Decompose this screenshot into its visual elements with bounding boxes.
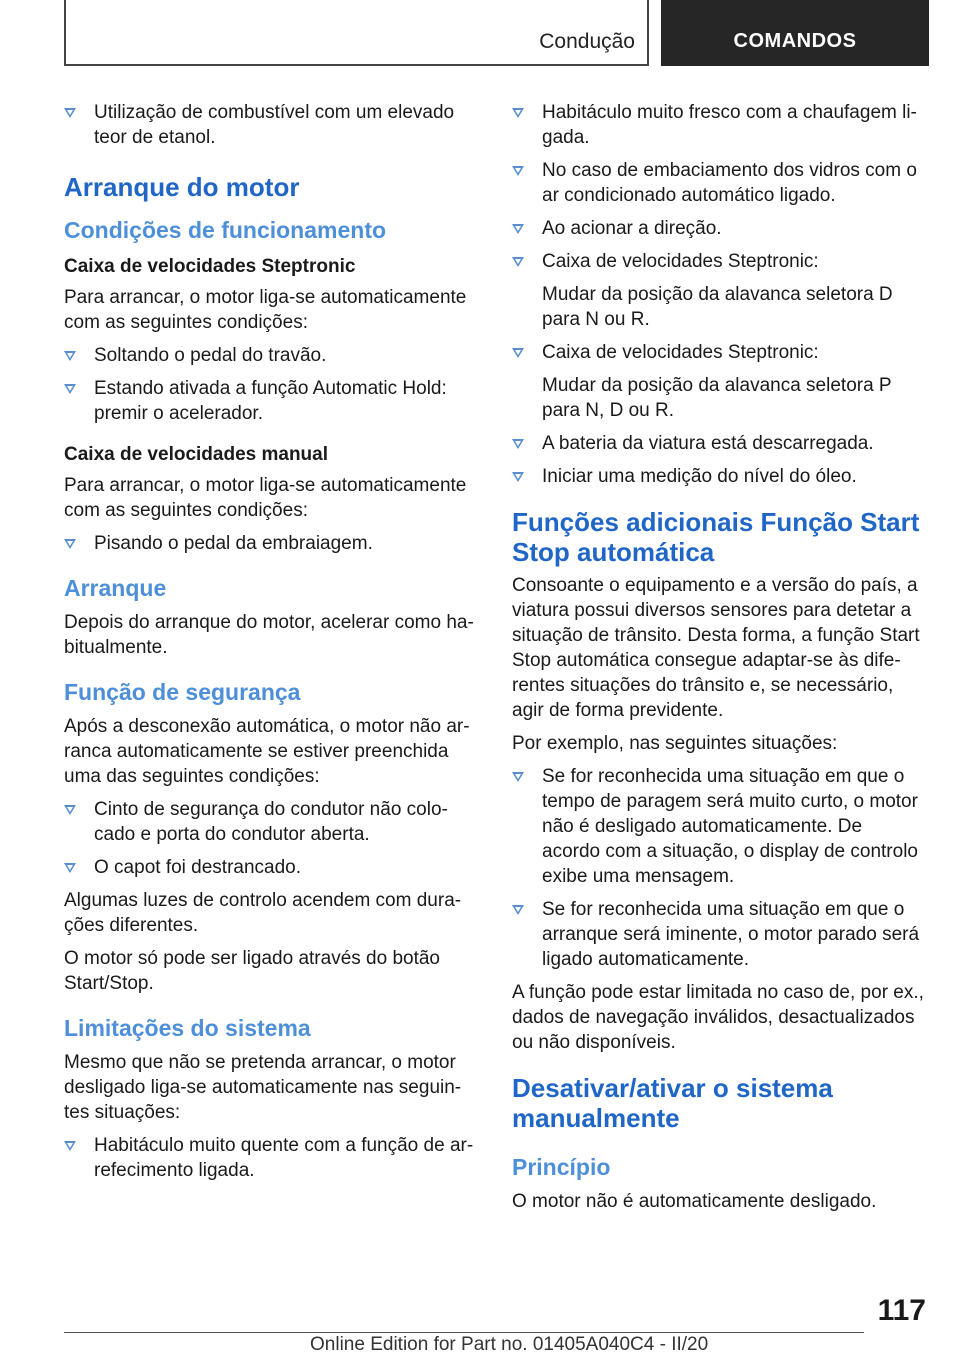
list-item: Se for reconhecida uma situação em que o tempo de paragem será muito curto, o motor não é desligado automaticamente. De acordo com a situação, o display de controlo exibe uma mensagem.	[512, 764, 924, 889]
triangle-bullet-icon	[64, 805, 76, 815]
triangle-bullet-icon	[512, 439, 524, 449]
list-item: Ao acionar a direção.	[512, 216, 924, 241]
section-title: Condução	[539, 30, 635, 53]
triangle-bullet-icon	[64, 351, 76, 361]
paragraph: O motor só pode ser ligado através do botão Start/Stop.	[64, 948, 441, 994]
list-item: Habitáculo muito fresco com a chaufagem li-gada.	[512, 100, 924, 150]
list-item: Caixa de velocidades Steptronic:	[512, 340, 924, 365]
triangle-bullet-icon	[64, 1141, 76, 1151]
list-item: A bateria da viatura está descarregada.	[512, 431, 924, 456]
page-header	[64, 0, 929, 66]
heading-condicoes: Condições de funcionamento	[64, 217, 387, 243]
paragraph: Algumas luzes de controlo acendem com dura-ções diferentes.	[64, 890, 462, 936]
paragraph: O motor não é automaticamente desligado.	[512, 1191, 877, 1212]
triangle-bullet-icon	[512, 224, 524, 234]
triangle-bullet-icon	[64, 539, 76, 549]
paragraph: Após a desconexão automática, o motor não ar-ranca automaticamente se estiver preenchida uma das seguintes condições:	[64, 716, 470, 787]
list-item: No caso de embaciamento dos vidros com o ar condicionado automático ligado.	[512, 158, 924, 208]
page-number: 117	[877, 1294, 926, 1327]
list-item-detail: Mudar da posição da alavanca seletora D para N ou R.	[542, 284, 893, 330]
edition-note: Online Edition for Part no. 01405A040C4 - II/20	[310, 1334, 709, 1355]
heading-arranque: Arranque	[64, 575, 167, 601]
section-tab	[64, 0, 649, 66]
paragraph: Consoante o equipamento e a versão do país, a viatura possui diversos sensores para detetar a situação de trânsito. Desta forma, a função Start Stop automática consegue adaptar-se às dife-rentes situações do trânsito e, se necessário, agir de forma previdente.	[512, 575, 920, 721]
list-item: O capot foi destrancado.	[64, 855, 476, 880]
chapter-tab	[661, 0, 929, 66]
list-item: Pisando o pedal da embraiagem.	[64, 531, 476, 556]
triangle-bullet-icon	[512, 472, 524, 482]
subheading-manual: Caixa de velocidades manual	[64, 444, 329, 465]
list-item: Soltando o pedal do travão.	[64, 343, 476, 368]
triangle-bullet-icon	[64, 384, 76, 394]
list-item: Caixa de velocidades Steptronic:	[512, 249, 924, 274]
list-item: Cinto de segurança do condutor não colo-cado e porta do condutor aberta.	[64, 797, 476, 847]
paragraph: Para arrancar, o motor liga-se automaticamente com as seguintes condições:	[64, 287, 467, 333]
heading-funcoes-adicionais: Funções adicionais Função Start Stop automática	[512, 507, 920, 567]
list-item: Iniciar uma medição do nível do óleo.	[512, 464, 924, 489]
chapter-title: COMANDOS	[733, 30, 857, 52]
triangle-bullet-icon	[64, 108, 76, 118]
right-column	[512, 100, 924, 1222]
paragraph: A função pode estar limitada no caso de, por ex., dados de navegação inválidos, desactualizados ou não disponíveis.	[512, 982, 924, 1053]
triangle-bullet-icon	[512, 257, 524, 267]
heading-seguranca: Função de segurança	[64, 679, 301, 705]
triangle-bullet-icon	[64, 863, 76, 873]
paragraph: Por exemplo, nas seguintes situações:	[512, 733, 838, 754]
triangle-bullet-icon	[512, 108, 524, 118]
paragraph: Mesmo que não se pretenda arrancar, o motor desligado liga-se automaticamente nas seguin-tes situações:	[64, 1052, 462, 1123]
triangle-bullet-icon	[512, 166, 524, 176]
footer-divider	[64, 1332, 864, 1333]
heading-desativar: Desativar/ativar o sistema manualmente	[512, 1073, 833, 1133]
list-item-detail: Mudar da posição da alavanca seletora P para N, D ou R.	[542, 375, 892, 421]
list-item: Se for reconhecida uma situação em que o arranque será iminente, o motor parado será ligado automaticamente.	[512, 897, 924, 972]
heading-principio: Princípio	[512, 1154, 611, 1180]
paragraph: Depois do arranque do motor, acelerar como ha-bitualmente.	[64, 612, 474, 658]
paragraph: Para arrancar, o motor liga-se automaticamente com as seguintes condições:	[64, 475, 467, 521]
left-column	[64, 100, 476, 1191]
list-item: Estando ativada a função Automatic Hold: premir o acelerador.	[64, 376, 476, 426]
heading-limitacoes: Limitações do sistema	[64, 1015, 311, 1041]
list-item: Habitáculo muito quente com a função de ar-refecimento ligada.	[64, 1133, 476, 1183]
triangle-bullet-icon	[512, 772, 524, 782]
heading-arranque-motor: Arranque do motor	[64, 172, 300, 202]
list-item: Utilização de combustível com um elevado teor de etanol.	[64, 100, 476, 150]
triangle-bullet-icon	[512, 348, 524, 358]
subheading-steptronic: Caixa de velocidades Steptronic	[64, 256, 356, 277]
triangle-bullet-icon	[512, 905, 524, 915]
